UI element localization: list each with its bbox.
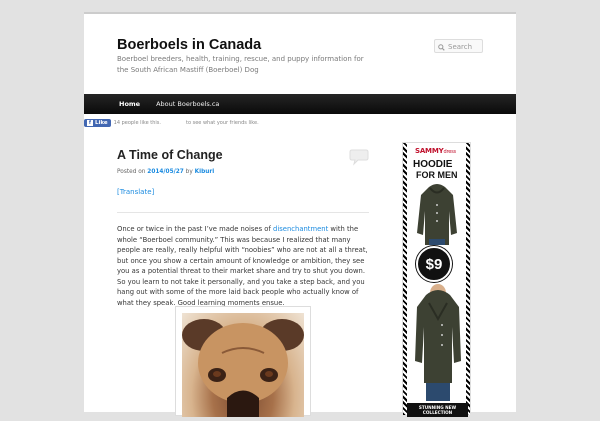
- page-container: [84, 12, 516, 415]
- ad-footer-text: STUNNING NEW COLLECTION: [407, 403, 468, 417]
- ad-brand-name: SAMMY: [415, 147, 444, 155]
- post-body-text-2: with the whole “Boerboel community.” This was because I realized that many people are really, really helpful with “noobies” who are not at all a threat, but once you show a certain amount of knowledge or ambition, they see you as a potential threat to their market share and try to shut you down. So you learn to not take it personally, and you take a step back, and you hang out with some of the more laid back people who actually know of what they speak. Good learning moments ensue.: [117, 225, 368, 307]
- ad-brand-suffix: dress: [443, 149, 456, 155]
- search-placeholder: Search: [448, 43, 473, 51]
- post-body: [117, 224, 369, 308]
- disenchantment-link[interactable]: disenchantment: [273, 225, 329, 233]
- main-navigation: [84, 94, 516, 114]
- divider: [117, 212, 369, 213]
- boerboel-photo[interactable]: [182, 313, 304, 417]
- post-date-link[interactable]: 2014/05/27: [147, 169, 184, 175]
- dog-face-illustration: [182, 313, 304, 417]
- facebook-icon: f: [88, 120, 92, 126]
- comment-bubble-icon[interactable]: [349, 149, 369, 165]
- nav-item-about[interactable]: About Boerboels.ca: [156, 100, 220, 108]
- post-author-link[interactable]: Kiburi: [194, 169, 215, 175]
- facebook-like-count: 14 people like this.: [113, 120, 162, 126]
- site-description: Boerboel breeders, health, training, rescue, and puppy information for the South African Mastiff (Boerboel) Dog: [117, 55, 364, 74]
- ad-brand-logo: [415, 147, 456, 155]
- ad-headline-1: HOODIE: [413, 159, 453, 170]
- facebook-friends-text: to see what your friends like.: [186, 120, 259, 126]
- ad-border-left: [403, 143, 407, 415]
- hoodie-image-1: [415, 183, 459, 245]
- post-body-text-1: Once or twice in the past I’ve made noises of: [117, 225, 271, 233]
- sidebar-advertisement[interactable]: [402, 142, 471, 414]
- post-meta-prefix: Posted on: [117, 169, 146, 175]
- facebook-like-label: Like: [95, 120, 108, 126]
- post-meta: [117, 169, 214, 175]
- search-input[interactable]: [434, 39, 483, 53]
- post-meta-by: by: [185, 169, 193, 175]
- ad-headline-2: FOR MEN: [416, 170, 458, 180]
- post-title[interactable]: A Time of Change: [117, 148, 223, 162]
- facebook-like-bar: [84, 118, 259, 128]
- ad-border-right: [466, 143, 470, 415]
- ad-price-badge: $9: [416, 246, 452, 282]
- hoodie-image-2: [413, 283, 463, 401]
- nav-item-home[interactable]: Home: [119, 100, 141, 108]
- facebook-like-button[interactable]: [84, 119, 111, 127]
- post-image-frame: [175, 306, 311, 416]
- search-icon: [438, 44, 445, 51]
- translate-link[interactable]: [Translate]: [117, 188, 155, 196]
- site-title[interactable]: Boerboels in Canada: [117, 37, 262, 53]
